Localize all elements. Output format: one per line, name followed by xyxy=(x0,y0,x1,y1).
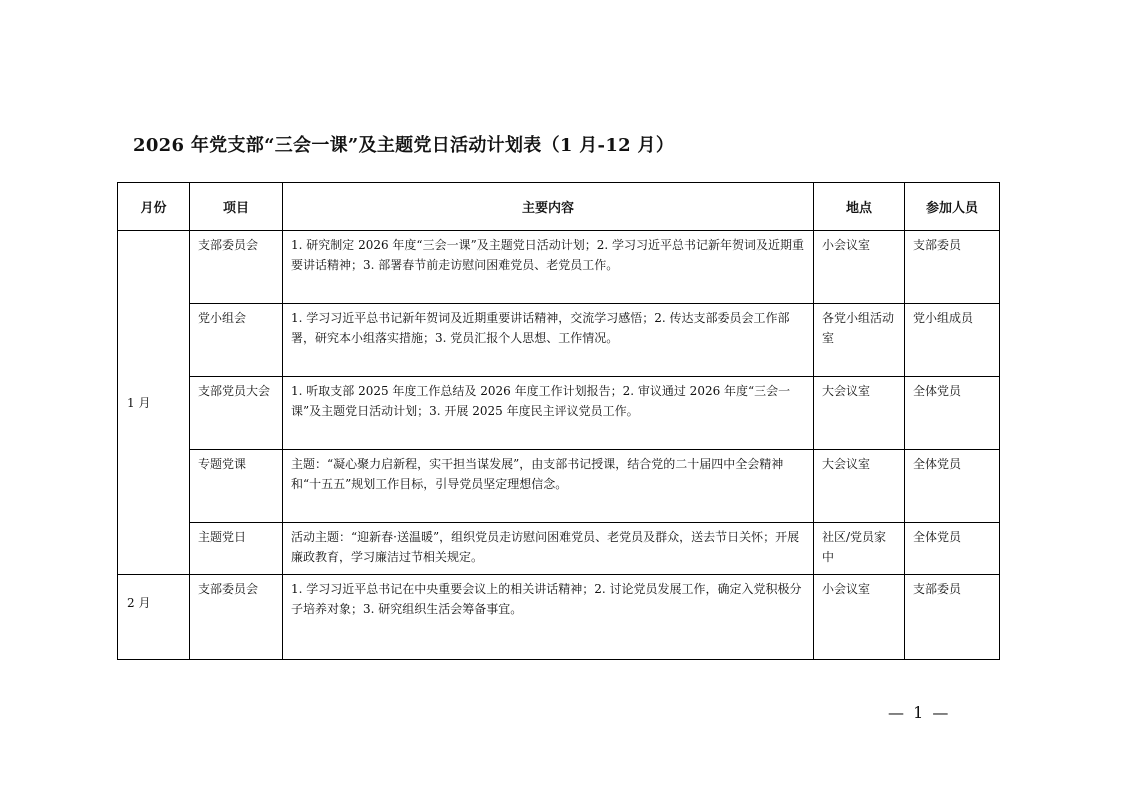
participants-cell: 支部委员 xyxy=(905,231,1000,304)
item-cell: 支部委员会 xyxy=(190,575,283,660)
header-item: 项目 xyxy=(190,183,283,231)
item-cell: 专题党课 xyxy=(190,450,283,523)
table-row xyxy=(118,231,1000,304)
content-cell: 1. 研究制定 2026 年度“三会一课”及主题党日活动计划；2. 学习习近平总书记新年贺词及近期重要讲话精神；3. 部署春节前走访慰问困难党员、老党员工作。 xyxy=(283,231,814,304)
location-cell: 社区/党员家中 xyxy=(814,523,905,575)
activity-plan-table xyxy=(117,182,1000,660)
item-cell: 主题党日 xyxy=(190,523,283,575)
header-month: 月份 xyxy=(118,183,190,231)
content-cell: 1. 听取支部 2025 年度工作总结及 2026 年度工作计划报告；2. 审议通过 2026 年度“三会一课”及主题党日活动计划；3. 开展 2025 年度民主评议党员工作。 xyxy=(283,377,814,450)
location-cell: 小会议室 xyxy=(814,231,905,304)
content-cell: 1. 学习习近平总书记新年贺词及近期重要讲话精神，交流学习感悟；2. 传达支部委员会工作部署，研究本小组落实措施；3. 党员汇报个人思想、工作情况。 xyxy=(283,304,814,377)
table-row xyxy=(118,304,1000,377)
month-cell-february: 2 月 xyxy=(118,575,190,660)
table-row xyxy=(118,377,1000,450)
document-title: 2026 年党支部“三会一课”及主题党日活动计划表（1 月-12 月） xyxy=(133,135,675,156)
participants-cell: 全体党员 xyxy=(905,377,1000,450)
participants-cell: 支部委员 xyxy=(905,575,1000,660)
table-row xyxy=(118,575,1000,660)
location-cell: 大会议室 xyxy=(814,377,905,450)
table-header-row xyxy=(118,183,1000,231)
header-content: 主要内容 xyxy=(283,183,814,231)
header-location: 地点 xyxy=(814,183,905,231)
location-cell: 大会议室 xyxy=(814,450,905,523)
participants-cell: 全体党员 xyxy=(905,523,1000,575)
participants-cell: 全体党员 xyxy=(905,450,1000,523)
page-number: — 1 — xyxy=(888,703,951,722)
content-cell: 主题：“凝心聚力启新程，实干担当谋发展”，由支部书记授课，结合党的二十届四中全会精神和“十五五”规划工作目标，引导党员坚定理想信念。 xyxy=(283,450,814,523)
location-cell: 各党小组活动室 xyxy=(814,304,905,377)
content-cell: 1. 学习习近平总书记在中央重要会议上的相关讲话精神；2. 讨论党员发展工作，确定入党积极分子培养对象；3. 研究组织生活会筹备事宜。 xyxy=(283,575,814,660)
item-cell: 党小组会 xyxy=(190,304,283,377)
item-cell: 支部委员会 xyxy=(190,231,283,304)
participants-cell: 党小组成员 xyxy=(905,304,1000,377)
header-participants: 参加人员 xyxy=(905,183,1000,231)
month-cell-january: 1 月 xyxy=(118,231,190,575)
table-row xyxy=(118,523,1000,575)
item-cell: 支部党员大会 xyxy=(190,377,283,450)
content-cell: 活动主题：“迎新春·送温暖”，组织党员走访慰问困难党员、老党员及群众，送去节日关怀；开展廉政教育，学习廉洁过节相关规定。 xyxy=(283,523,814,575)
table-row xyxy=(118,450,1000,523)
location-cell: 小会议室 xyxy=(814,575,905,660)
